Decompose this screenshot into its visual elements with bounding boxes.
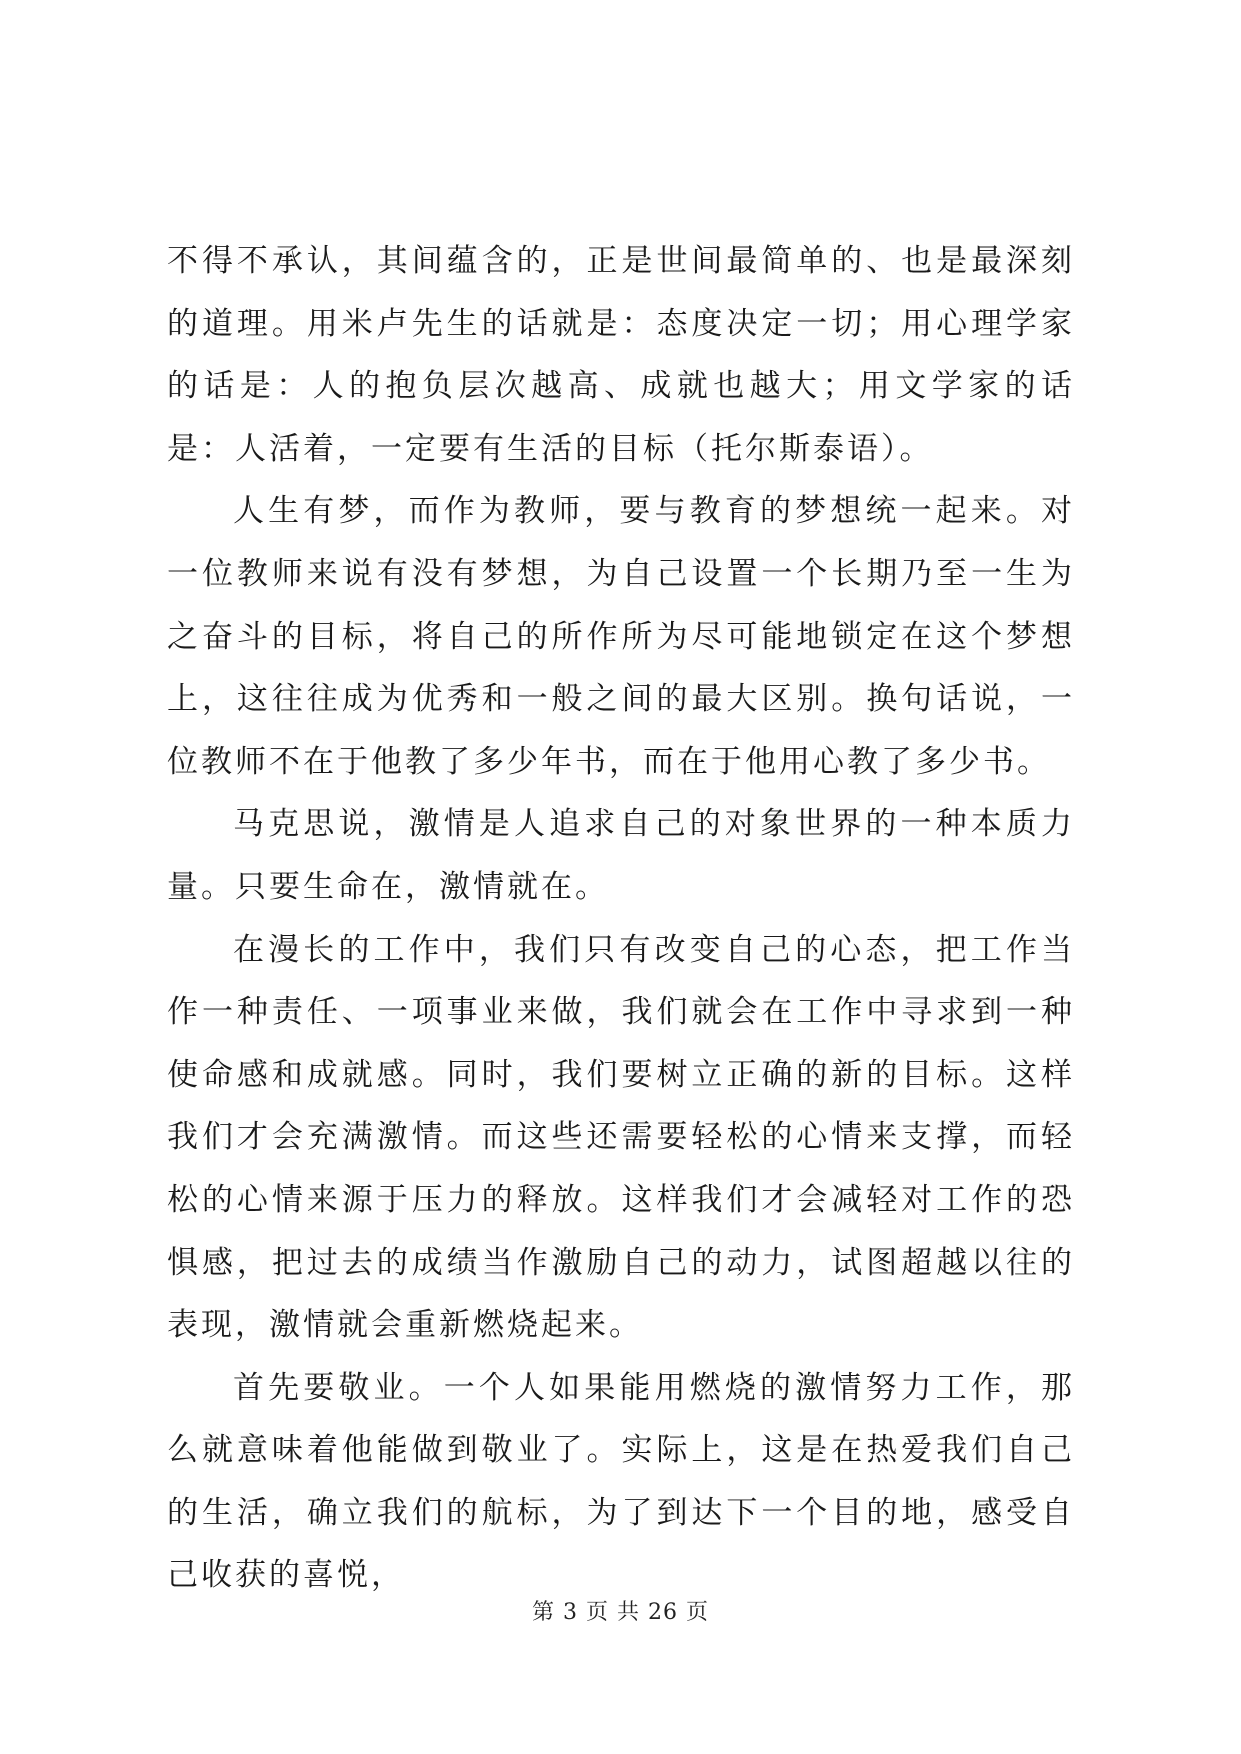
- page-body: [167, 230, 1075, 1607]
- paragraph-4: 在漫长的工作中，我们只有改变自己的心态，把工作当作一种责任、一项事业来做，我们就会在工作中寻求到一种使命感和成就感。同时，我们要树立正确的新的目标。这样我们才会充满激情。而这些还需要轻松的心情来支撑，而轻松的心情来源于压力的释放。这样我们才会减轻对工作的恐惧感，把过去的成绩当作激励自己的动力，试图超越以往的表现，激情就会重新燃烧起来。: [167, 931, 1075, 1344]
- paragraph-3: 马克思说，激情是人追求自己的对象世界的一种本质力量。只要生命在，激情就在。: [167, 806, 1075, 905]
- paragraph-1: 不得不承认，其间蕴含的，正是世间最简单的、也是最深刻的道理。用米卢先生的话就是：态度决定一切；用心理学家的话是：人的抱负层次越高、成就也越大；用文学家的话是：人活着，一定要有生活的目标（托尔斯泰语）。: [167, 243, 1075, 467]
- paragraph-2: 人生有梦，而作为教师，要与教育的梦想统一起来。对一位教师来说有没有梦想，为自己设置一个长期乃至一生为之奋斗的目标，将自己的所作所为尽可能地锁定在这个梦想上，这往往成为优秀和一般之间的最大区别。换句话说，一位教师不在于他教了多少年书，而在于他用心教了多少书。: [167, 493, 1075, 780]
- page-number-footer: 第 3 页 共 26 页: [532, 1600, 709, 1625]
- paragraph-5: 首先要敬业。一个人如果能用燃烧的激情努力工作，那么就意味着他能做到敬业了。实际上，这是在热爱我们自己的生活，确立我们的航标，为了到达下一个目的地，感受自己收获的喜悦，: [167, 1369, 1075, 1594]
